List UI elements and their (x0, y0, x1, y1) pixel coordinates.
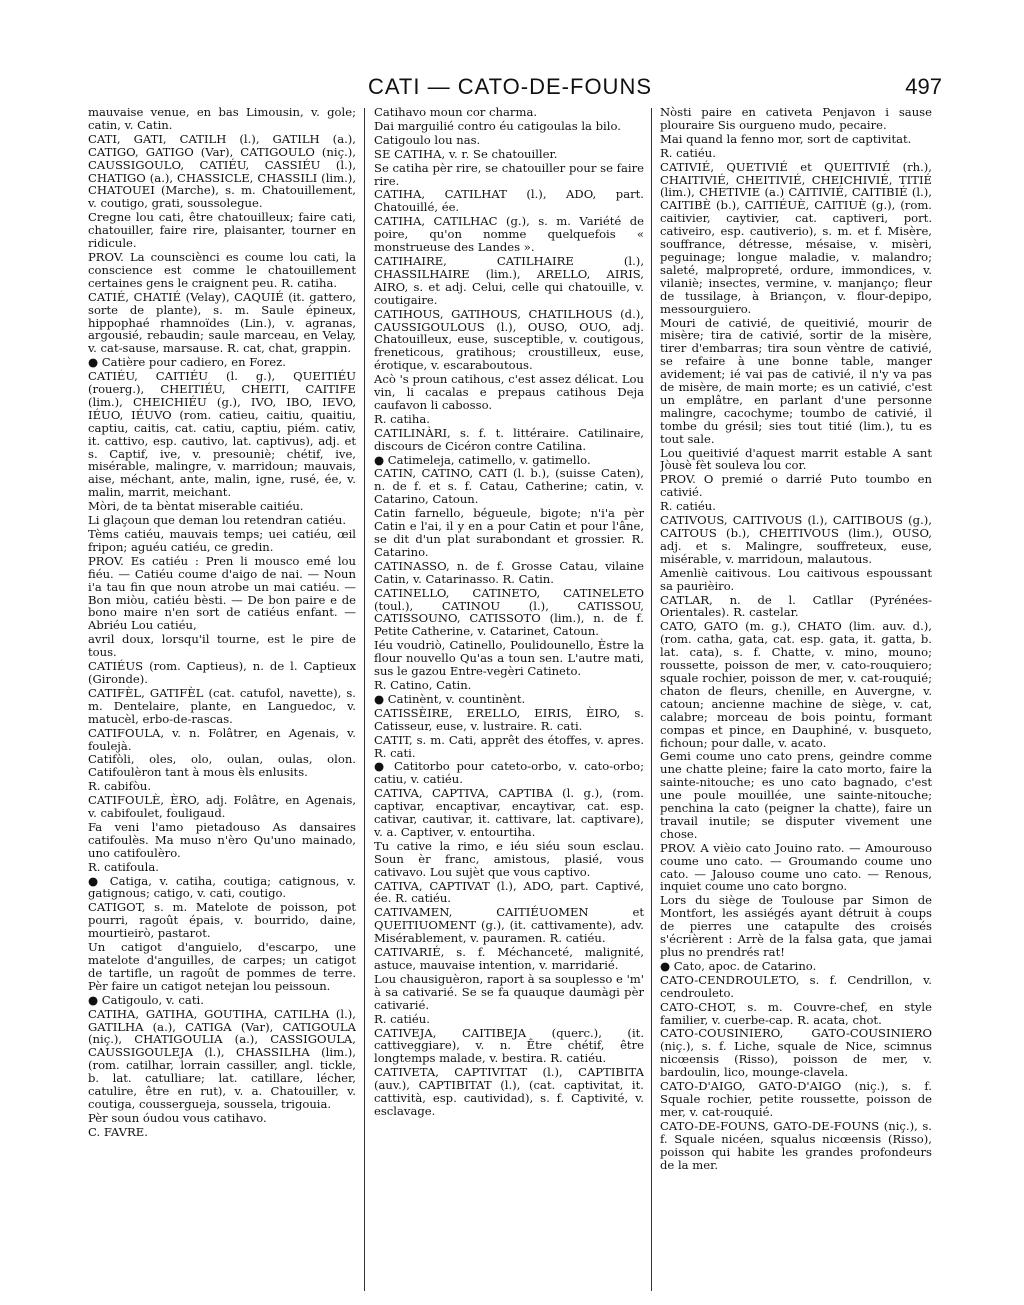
dictionary-entry: CATO-COUSINIERO, GATO-COUSINIERO (niç.), s. f. Liche, squale de Nice, scimnus nicœensis (Risso), poisson de mer, v. bardoulin, lico, mounge-clavela. (660, 1026, 932, 1080)
dictionary-entry: CATIHA, CATILHAC (g.), s. m. Variété de poire, qu'on nomme quelquefois « monstrueuse des Landes ». (374, 214, 644, 255)
dictionary-entry: R. catiha. (374, 411, 430, 426)
dictionary-entry: PROV. O premié o darrié Puto toumbo en cativié. (660, 472, 932, 500)
dictionary-entry: CATIVA, CAPTIVAT (l.), ADO, part. Captivé, ée. R. catiéu. (374, 878, 644, 906)
dictionary-entry: R. catifoula. (88, 859, 159, 874)
dictionary-entry: Li glaçoun que deman lou retendran catiéu. (88, 513, 347, 528)
dictionary-entry: Cregne lou cati, être chatouilleux; faire cati, chatouiller, faire rire, plaisanter, tourner en ridicule. (88, 210, 356, 251)
dictionary-entry: CATIT, s. m. Cati, apprêt des étoffes, v. apres. R. cati. (374, 732, 644, 760)
dictionary-entry: CATIN, CATINO, CATI (l. b.), (suisse Caten), n. de f. et s. f. Catau, Catherine; catin, v. Catarino, Catoun. (374, 466, 644, 507)
dictionary-entry: avril doux, lorsqu'il tourne, est le pire de tous. (88, 632, 356, 660)
dictionary-entry: CATIÉ, CHATIÉ (Velay), CAQUIÉ (it. gattero, sorte de plante), s. m. Saule épineux, hippophaé rhamnoïdes (Lin.), v. agranas, argousié, rebaudin; saule marceau, en Velay, v. cat-sause, marsause. R. cat, chat, grappin. (88, 289, 356, 356)
dictionary-entry: ● Catimeleja, catimello, v. gatimello. (374, 452, 591, 467)
dictionary-entry: CATINASSO, n. de f. Grosse Catau, vilaine Catin, v. Catarinasso. R. Catin. (374, 558, 644, 586)
dictionary-entry: CATIVA, CAPTIVA, CAPTIBA (l. g.), (rom. captivar, encaptivar, encaytivar, cat. esp. cativar, cautivar, it. cattivare, lat. captivare), v. a. Captiver, v. entourtiha. (374, 786, 644, 839)
column-rule-right (651, 108, 652, 1291)
dictionary-entry: Catihavo moun cor charma. (374, 106, 538, 119)
dictionary-entry: ● Catigoulo, v. cati. (88, 992, 204, 1007)
dictionary-column-left (88, 106, 356, 1291)
dictionary-entry: CATIGOT, s. m. Matelote de poisson, pot pourri, ragoût épais, v. bourrido, daine, mourtieirò, pastarot. (88, 900, 356, 941)
dictionary-entry: Tu cative la rimo, e iéu siéu soun esclau. Soun èr franc, amistous, plasié, vous cativavo. Lou sujèt que vous captivo. (374, 838, 644, 879)
dictionary-entry: Lou chausiguèron, raport à sa souplesso e 'm' à sa cativarié. Se se fa quauque daumàgi pèr cativarié. (374, 971, 644, 1012)
dictionary-entry: Tèms catiéu, mauvais temps; uei catiéu, œil fripon; aguéu catiéu, ce gredin. (88, 527, 356, 554)
dictionary-entry: ● Cato, apoc. de Catarino. (660, 958, 817, 973)
dictionary-entry: CATO-CENDROULETO, s. f. Cendrillon, v. cendrouleto. (660, 972, 932, 1000)
dictionary-entry: CATIÉU, CAITIÉU (l. g.), QUEITIÉU (rouerg.), CHEITIÉU, CHEITI, CAITIFE (lim.), CHEICHIÉU (g.), IVO, IBO, IEVO, IÉUO, IÉUVO (rom. catieu, caitiu, quaitiu, captiu, caitis, cat. catiu, captiu, piém. cativ, it. cattivo, esp. cautivo, lat. captivus), adj. et s. Captif, ive, v. presouniè; chétif, ive, misérable, malingre, v. marridoun; mauvais, aise, méchant, ante, malin, igne, rusé, ée, v. malin, marrit, meichant. (88, 369, 356, 500)
dictionary-entry: CATIHOUS, GATIHOUS, CHATILHOUS (d.), CAUSSIGOULOUS (l.), OUSO, OUO, adj. Chatouilleux, euse, susceptible, v. coutigous, freneticous, gratihous; croustilleux, euse, érotique, v. escaraboutous. (374, 306, 644, 373)
column-rule-left (364, 108, 365, 1291)
dictionary-entry: CATIFÈL, GATIFÈL (cat. catufol, navette), s. m. Dentelaire, plante, en Languedoc, v. matucèl, erbo-de-rascas. (88, 685, 356, 726)
dictionary-entry: SE CATIHA, v. r. Se chatouiller. (374, 146, 558, 161)
dictionary-entry: CATILINÀRI, s. f. t. littéraire. Catilinaire, discours de Cicéron contre Catilina. (374, 425, 644, 453)
dictionary-entry: CATIVETA, CAPTIVITAT (l.), CAPTIBITA (auv.), CAPTIBITAT (l.), (cat. captivitat, it. cattività, esp. cautividad), s. f. Captivité, v. esclavage. (374, 1065, 644, 1118)
dictionary-entry: CATLAR, n. de l. Catllar (Pyrénées-Orientales). R. castelar. (660, 592, 932, 620)
dictionary-entry: CATIHAIRE, CATILHAIRE (l.), CHASSILHAIRE (lim.), ARELLO, AIRIS, AIRO, s. et adj. Celui, celle qui chatouille, v. coutigaire. (374, 253, 644, 307)
dictionary-entry: Acò 's proun catihous, c'est assez délicat. Lou vin, li cacalas e prepaus catihous Deja caufavon li cabosso. (374, 372, 644, 412)
dictionary-entry: CATIVEJA, CAITIBEJA (querc.), (it. cattiveggiare), v. n. Être chétif, être longtemps malade, v. bestira. R. catiéu. (374, 1025, 644, 1066)
dictionary-entry: Mòri, de ta bèntat miserable caitiéu. (88, 499, 304, 514)
dictionary-entry: ● Catinènt, v. countinènt. (374, 691, 526, 706)
dictionary-column-middle (374, 106, 644, 1291)
dictionary-entry: CATO-D'AIGO, GATO-D'AIGO (niç.), s. f. Squale rochier, petite roussette, poisson de mer, v. cat-rouquié. (660, 1079, 932, 1119)
dictionary-entry: PROV. Es catiéu : Pren li mousco emé lou fiéu. — Catiéu coume d'aigo de nai. — Noun i'a tau fin que noun atrobe un mai catiéu. — Bon miòu, catiéu bèsti. — De bon paire e de bono maire n'en sort de catiéus enfant. — Abriéu Lou catiéu, (88, 553, 356, 633)
dictionary-entry: CATO, GATO (m. g.), CHATO (lim. auv. d.), (rom. catha, gata, cat. esp. gata, it. gatta, b. lat. cata), s. f. Chatte, v. mino, mouno; roussette, poisson de mer, v. cato-rouquiero; squale rochier, poisson de mer, v. cat-rouquié; chaton de fleurs, chenille, en Auvergne, v. catoun; ancienne machine de siège, v. cat, calabre; morceau de bois pointu, formant compas et pince, en Dauphiné, v. busqueto, fichoun; pour dalle, v. acato. (660, 619, 932, 750)
dictionary-entry: CATIFOULÈ, ÈRO, adj. Folâtre, en Agenais, v. cabifoulet, fouligaud. (88, 793, 356, 821)
dictionary-entry: Lou queitivié d'aquest marrit estable A sant Jòusè fèt souleva lou cor. (660, 445, 932, 473)
dictionary-entry: Lors du siège de Toulouse par Simon de Montfort, les assiégés ayant détruit à coups de pierres une catapulte des croisés s'écrièrent : Arrè de la falsa gata, que jamai plus no prendrés rat! (660, 893, 932, 959)
dictionary-entry: CATIFOULA, v. n. Folâtrer, en Agenais, v. foulejà. (88, 725, 356, 753)
dictionary-entry: PROV. A vièio cato Jouino rato. — Amourouso coume uno cato. — Groumando coume uno cato. — Jalouso coume uno cato. — Renous, inquiet coume uno cato borgno. (660, 840, 932, 894)
dictionary-entry: C. FAVRE. (88, 1124, 148, 1139)
dictionary-entry: CATI, GATI, CATILH (l.), GATILH (a.), CATIGO, GATIGO (Var), CATIGOULO (niç.), CAUSSIGOULO, CATIÉU, CASSIÉU (l.), CHATIGO (a.), CHASSICLE, CHASSILI (lim.), CHATOUEI (Marche), s. m. Chatouillement, v. coutigo, grati, soussolegue. (88, 131, 356, 211)
dictionary-entry: CATIVARIÉ, s. f. Méchanceté, malignité, astuce, mauvaise intention, v. marridarié. (374, 945, 644, 972)
dictionary-entry: Catin farnello, bégueule, bigote; n'i'a pèr Catin e l'ai, il y en a pour Catin et pour l'âne, se dit d'un plat surabondant et grossier. R. Catarino. (374, 506, 644, 559)
dictionary-entry: R. catiéu. (374, 1011, 430, 1026)
dictionary-entry: R. cabifòu. (88, 779, 152, 794)
dictionary-entry: CATIHA, CATILHAT (l.), ADO, part. Chatouillé, ée. (374, 187, 644, 215)
dictionary-entry: CATIVOUS, CAITIVOUS (l.), CAITIBOUS (g.), CAITOUS (b.), CHEITIVOUS (lim.), OUSO, adj. et s. Malingre, souffreteux, euse, misérable, v. marridoun, malautous. (660, 513, 932, 566)
page-number: 497 (905, 74, 942, 99)
dictionary-column-right (660, 106, 932, 1291)
dictionary-entry: CATIÉUS (rom. Captieus), n. de l. Captieux (Gironde). (88, 659, 356, 686)
dictionary-entry: Se catiha pèr rire, se chatouiller pour se faire rire. (374, 160, 644, 188)
dictionary-entry: Catigoulo lou nas. (374, 132, 481, 147)
dictionary-entry: R. Catino, Catin. (374, 677, 472, 692)
dictionary-entry: Catifòli, oles, olo, oulan, oulas, olon. Catifoulèron tant à mous èls enlusits. (88, 752, 356, 780)
dictionary-entry: PROV. La counsciènci es coume lou cati, la conscience est comme le chatouillement certaines gens le craignent peu. R. catiha. (88, 249, 356, 290)
dictionary-entry: CATO-CHOT, s. m. Couvre-chef, en style familier, v. cuerbe-cap. R. acata, chot. (660, 999, 932, 1027)
dictionary-entry: Iéu voudriò, Catinello, Poulidounello, Èstre la flour nouvello Qu'as a toun sen. L'autre mati, sus le gazou Entre-vegèri Catineto. (374, 638, 644, 679)
dictionary-entry: CATO-DE-FOUNS, GATO-DE-FOUNS (niç.), s. f. Squale nicéen, squalus nicœensis (Risso), poisson qui habite les grandes profondeurs de la mer. (660, 1118, 932, 1172)
dictionary-entry: Fa veni l'amo pietadouso As dansaires catifoulès. Ma muso n'èro Qu'uno mainado, uno catifoulèro. (88, 819, 356, 860)
dictionary-entry: Dai marguilié contro éu catigoulas la bilo. (374, 118, 621, 133)
dictionary-entry: R. catiéu. (660, 499, 716, 514)
dictionary-entry: R. catiéu. (660, 145, 716, 160)
dictionary-entry: ● Catiga, v. catiha, coutiga; catignous, v. gatignous; catigo, v. cati, coutigo. (88, 873, 356, 901)
dictionary-entry: CATIHA, GATIHA, GOUTIHA, CATILHA (l.), GATILHA (a.), CATIGA (Var), CATIGOULA (niç.), CHATIGOULIA (a.), CASSIGOULA, CAUSSIGOULEJA (l.), CHASSILHA (lim.), (rom. catilhar, lorrain cassiller, angl. tickle, b. lat. catulliare; lat. catillare, lécher, catulire, être en rut), v. a. Chatouiller, v. coutiga, coussergueja, soussela, trigouia. (88, 1006, 356, 1111)
dictionary-entry: CATISSÈIRE, ERELLO, EIRIS, ÈIRO, s. Catisseur, euse, v. lustraire. R. cati. (374, 705, 644, 733)
dictionary-entry: CATINELLO, CATINETO, CATINELETO (toul.), CATINOU (l.), CATISSOU, CATISSOUNO, CATISSOTO (lim.), n. de f. Petite Catherine, v. Catarinet, Catoun. (374, 585, 644, 639)
dictionary-entry: ● Catière pour cadiero, en Forez. (88, 355, 286, 370)
dictionary-entry: mauvaise venue, en bas Limousin, v. gole; catin, v. Catin. (88, 106, 356, 132)
dictionary-entry: Nòsti paire en cativeta Penjavon i sause plouraire Sis ourgueno mudo, pecaire. (660, 106, 932, 132)
dictionary-entry: Pèr soun óudou vous catihavo. (88, 1110, 267, 1125)
dictionary-entry: ● Catitorbo pour cateto-orbo, v. cato-orbo; catiu, v. catiéu. (374, 759, 644, 787)
dictionary-entry: CATIVAMEN, CAITIÉUOMEN et QUEITIUOMENT (g.), (it. cattivamente), adv. Misérablement, v. pauramen. R. catiéu. (374, 905, 644, 946)
page-header (0, 74, 1024, 106)
dictionary-entry: Un catigot d'anguielo, d'escarpo, une matelote d'anguilles, de carpes; un catigot de tartifle, un ragoût de pommes de terre. Pèr faire un catigot netejan lou peissoun. (88, 940, 356, 993)
dictionary-entry: Amenliè caitivous. Lou caitivous espoussant sa paurièiro. (660, 565, 932, 593)
running-title: CATI — CATO-DE-FOUNS (368, 74, 652, 99)
dictionary-entry: Mouri de cativié, de queitivié, mourir de misère; tira de cativié, sortir de la misère, tirer d'embarras; tira soun vèntre de cativié, se refaire à une bonne table, manger avidement; ié vai pas de cativié, il n'y va pas de misère, de main morte; es un cativié, c'est un emplâtre, en parlant d'une personne malingre, cacochyme; toumbo de cativié, il tombe du grésil; sies tout titié (lim.), tu es tout sale. (660, 315, 932, 446)
dictionary-entry: CATIVIÉ, QUETIVIÉ et QUEITIVIÉ (rh.), CHAITIVIÉ, CHEITIVIÉ, CHEICHIVIÉ, TITIÉ (lim.), CHETIVIE (a.) CAITIVIÉ, CAITIBIÉ (l.), CAITIBÈ (b.), CAITIÉUÈ, CAITIUÈ (g.), (rom. caitivier, caytivier, cat. captiveri, port. cativeiro, esp. cautiverio), s. m. et f. Misère, souffrance, détresse, mésaise, v. misèri, peguinage; longue maladie, v. malandro; saleté, malpropreté, ordure, immondices, v. vilaniè; insectes, vermine, v. manjanço; fleur de tussilage, à Briançon, v. flour-depipo, messourguiero. (660, 159, 932, 316)
dictionary-entry: Gemi coume uno cato prens, geindre comme une chatte pleine; faire la cato morto, faire la sainte-nitouche; es uno cato bagnado, c'est une poule mouillée, une sainte-nitouche; penchina la cato (peigner la chatte), faire un travail inutile; se disputer vivement une chose. (660, 749, 932, 841)
dictionary-entry: Mai quand la fenno mor, sort de captivitat. (660, 131, 912, 146)
